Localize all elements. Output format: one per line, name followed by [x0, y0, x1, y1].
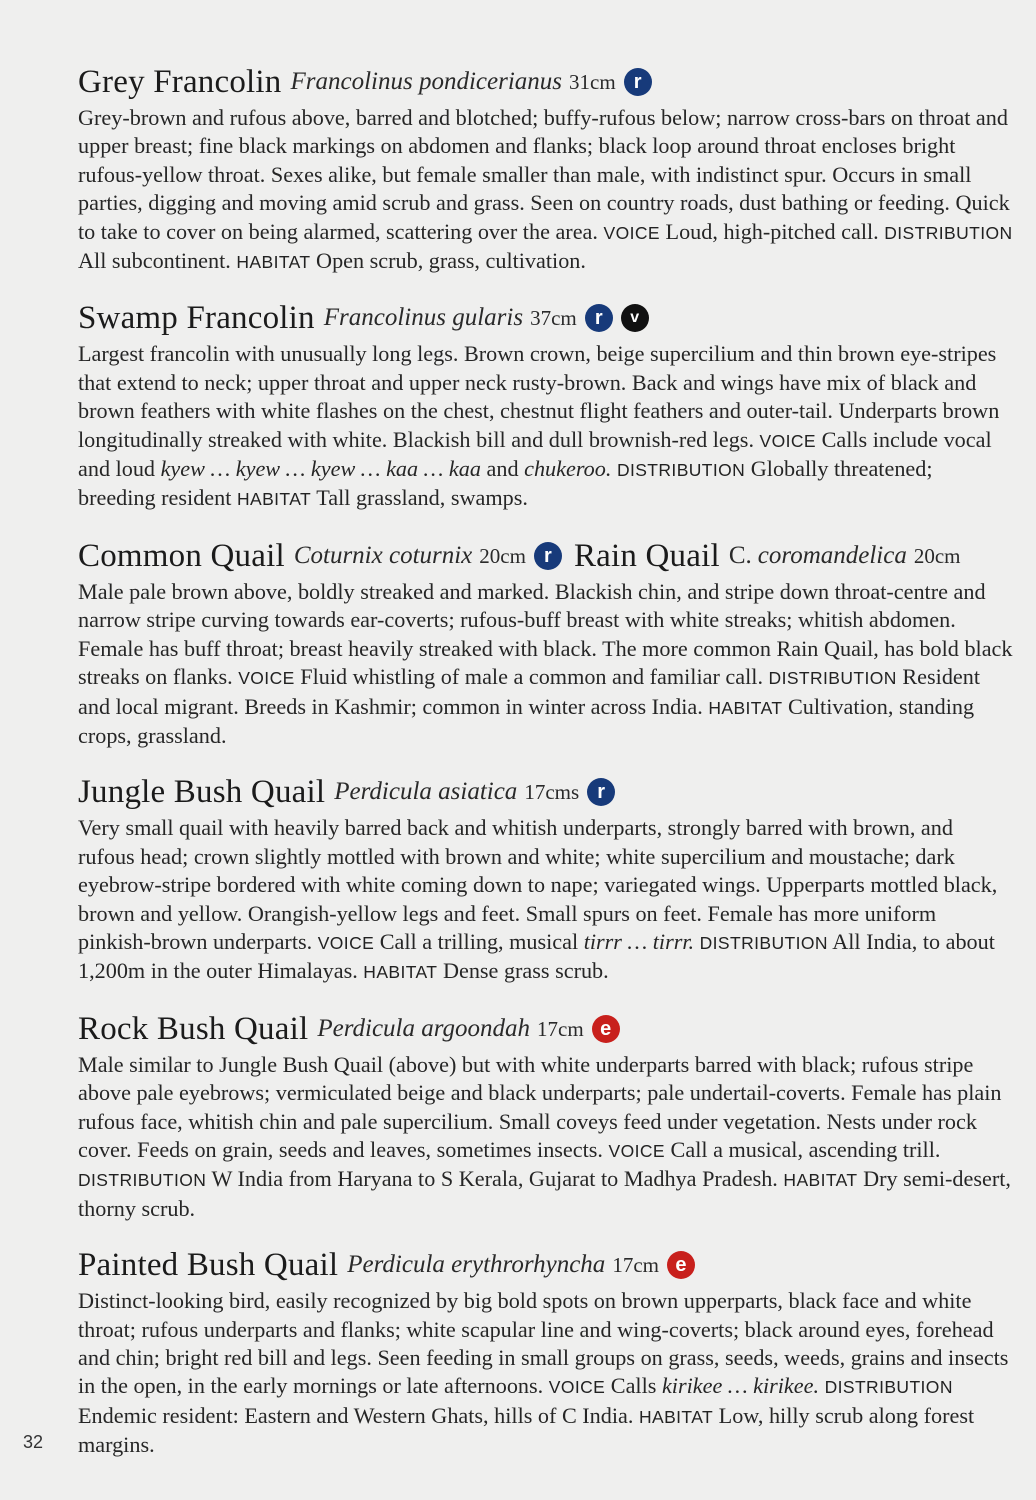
size: 17cm: [612, 1253, 659, 1278]
distribution-label: DISTRIBUTION: [699, 932, 828, 953]
size: 17cm: [537, 1016, 584, 1041]
voice-conjunction: and: [486, 456, 519, 482]
species-heading: [78, 1009, 1013, 1049]
habitat-label: HABITAT: [236, 489, 312, 510]
species-entry-common-quail: [78, 536, 1013, 750]
endemic-status-icon: e: [667, 1251, 695, 1279]
distribution-text: W India from Haryana to S Kerala, Gujarat to Madhya Pradesh.: [211, 1166, 778, 1192]
voice-text: Calls include vocal and loud: [78, 426, 992, 482]
scientific-name: Francolinus gularis: [323, 304, 524, 332]
second-common-name: Rain Quail: [573, 537, 720, 574]
scientific-name: Perdicula asiatica: [334, 778, 518, 806]
voice-text: Calls: [610, 1373, 657, 1399]
voice-label: VOICE: [548, 1377, 606, 1398]
distribution-text: Resident and local migrant. Breeds in Kashmir; common in winter across India.: [78, 664, 981, 719]
size: 17cms: [524, 780, 580, 805]
resident-status-icon: r: [585, 304, 613, 332]
voice-label: VOICE: [317, 932, 375, 953]
species-description: [78, 814, 1013, 986]
scientific-name: Perdicula erythrorhyncha: [347, 1251, 606, 1279]
size: 20cm: [479, 543, 526, 568]
habitat-text: Tall grassland, swamps.: [316, 485, 528, 511]
habitat-text: Low, hilly scrub along forest margins.: [78, 1402, 975, 1458]
voice-call: kirikee … kirikee.: [661, 1373, 820, 1399]
description-text: Distinct-looking bird, easily recognized by big bold spots on brown upperparts, black face and white throat; rufous underparts and flanks; white scapular line and wing-coverts; black around eyes, forehead and chin; bright red bill and legs. Seen feeding in small groups on grass, seeds, weeds, grains and insects in the open, in the early mornings or late afternoons.: [78, 1288, 1009, 1399]
distribution-label: DISTRIBUTION: [616, 460, 746, 481]
species-heading: [78, 536, 1013, 576]
habitat-text: Open scrub, grass, cultivation.: [316, 248, 586, 274]
habitat-label: HABITAT: [363, 962, 438, 983]
habitat-label: HABITAT: [708, 697, 783, 718]
second-scientific-initial: C.: [728, 541, 752, 569]
size: 37cm: [530, 306, 577, 331]
habitat-text: Dry semi-desert, thorny scrub.: [78, 1166, 1011, 1221]
species-heading: [78, 1245, 1013, 1285]
species-description: [78, 340, 1013, 513]
resident-status-icon: r: [534, 542, 562, 570]
voice-call: tirrr … tirrr.: [583, 928, 695, 954]
habitat-text: Cultivation, standing crops, grassland.: [78, 693, 975, 748]
species-description: [78, 104, 1013, 276]
size: 31cm: [569, 70, 616, 94]
description-text: Very small quail with heavily barred back and whitish underparts, strongly barred with brown, and rufous head; crown slightly mottled with brown and white; white supercilium and moustache; dark eyebrow-stripe bordered with white coming down to nape; variegated wings. Upperparts mottled black, brown and yellow. Orangish-yellow legs and feet. Small spurs on feet. Female has more uniform pinkish-brown underparts.: [78, 815, 998, 954]
habitat-text: Dense grass scrub.: [442, 958, 609, 984]
distribution-text: Globally threatened; breeding resident: [78, 456, 933, 511]
species-description: [78, 1287, 1013, 1459]
species-entry-swamp-francolin: [78, 298, 1013, 513]
common-name: Swamp Francolin: [78, 300, 315, 337]
distribution-label: DISTRIBUTION: [824, 1377, 953, 1398]
voice-call: kyew … kyew … kyew … kaa … kaa: [160, 456, 481, 482]
species-entry-jungle-bush-quail: [78, 772, 1013, 986]
species-heading: [78, 772, 1013, 812]
species-description: [78, 1051, 1013, 1223]
page-number: 32: [23, 1432, 44, 1452]
distribution-label: DISTRIBUTION: [78, 1170, 207, 1191]
species-entry-painted-bush-quail: [78, 1245, 1013, 1459]
endemic-status-icon: e: [592, 1015, 620, 1043]
description-text: Male pale brown above, boldly streaked and marked. Blackish chin, and stripe down throat-centre and narrow stripe curving towards ear-coverts; rufous-buff breast with white streaks; whitish abdomen. Female has buff throat; breast heavily streaked with black. The more common Rain Quail, has bold black streaks on flanks.: [78, 578, 1013, 690]
vulnerable-status-icon: v: [621, 304, 649, 332]
voice-text: Call a musical, ascending trill.: [670, 1136, 941, 1162]
species-entry-rock-bush-quail: [78, 1009, 1013, 1223]
voice-text: Call a trilling, musical: [379, 928, 579, 954]
distribution-text: All subcontinent.: [78, 248, 231, 274]
scientific-name: Coturnix coturnix: [293, 541, 473, 569]
common-name: Rock Bush Quail: [78, 1010, 309, 1047]
description-text: Largest francolin with unusually long legs. Brown crown, beige supercilium and thin brown eye-stripes that extend to neck; upper throat and upper neck rusty-brown. Back and wings have mix of black and brown feathers with white flashes on the chest, chestnut flight feathers and outer-tail. Underparts brown longitudinally streaked with white. Blackish bill and dull brownish-red legs.: [78, 341, 1000, 452]
second-scientific-name: coromandelica: [757, 541, 907, 569]
distribution-text: Endemic resident: Eastern and Western Ghats, hills of C India.: [78, 1402, 634, 1428]
species-heading: [78, 298, 1013, 338]
voice-label: VOICE: [608, 1140, 665, 1161]
habitat-label: HABITAT: [236, 252, 311, 273]
habitat-label: HABITAT: [783, 1170, 858, 1191]
distribution-text: All India, to about 1,200m in the outer Himalayas.: [78, 928, 995, 984]
species-entry-grey-francolin: [78, 62, 1013, 276]
resident-status-icon: r: [624, 68, 652, 96]
common-name: Grey Francolin: [78, 64, 282, 100]
species-description: [78, 578, 1013, 750]
habitat-label: HABITAT: [638, 1406, 714, 1427]
common-name: Common Quail: [78, 537, 285, 574]
field-guide-page: [78, 62, 1013, 1482]
voice-label: VOICE: [603, 222, 660, 243]
distribution-label: DISTRIBUTION: [768, 668, 897, 689]
scientific-name: Francolinus pondicerianus: [290, 68, 563, 95]
scientific-name: Perdicula argoondah: [317, 1014, 531, 1042]
species-heading: [78, 62, 1013, 102]
voice-call-2: chukeroo.: [524, 456, 612, 482]
voice-text: Loud, high-pitched call.: [665, 218, 879, 244]
description-text: Male similar to Jungle Bush Quail (above) but with white underparts barred with black; rufous stripe above pale eyebrows; vermiculated beige and black underparts; pale undertail-coverts. Female has plain rufous face, whitish chin and pale supercilium. Small coveys feed under vegetation. Nests under rock cover. Feeds on grain, seeds and leaves, sometimes insects.: [78, 1051, 1002, 1162]
voice-text: Fluid whistling of male a common and familiar call.: [300, 664, 763, 690]
description-text: Grey-brown and rufous above, barred and blotched; buffy-rufous below; narrow cross-bars on throat and upper breast; fine black markings on abdomen and flanks; black loop around throat encloses bright rufous-yellow throat. Sexes alike, but female smaller than male, with indistinct spur. Occurs in small parties, digging and moving amid scrub and grass. Seen on country roads, dust bathing or feeding. Quick to take to cover on being alarmed, scattering over the area.: [78, 105, 1010, 244]
resident-status-icon: r: [587, 778, 615, 806]
voice-label: VOICE: [238, 668, 295, 689]
distribution-label: DISTRIBUTION: [884, 222, 1013, 243]
common-name: Painted Bush Quail: [78, 1247, 339, 1284]
voice-label: VOICE: [759, 430, 817, 451]
second-size: 20cm: [913, 543, 961, 568]
common-name: Jungle Bush Quail: [78, 774, 326, 811]
